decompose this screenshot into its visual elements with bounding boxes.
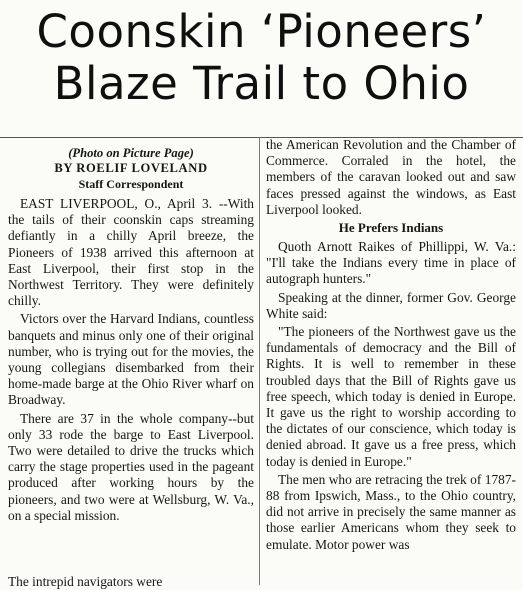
paragraph: the American Revolution and the Chamber of Commerce. Corraled in the hotel, the members of the caravan looked out and saw faces pressed against the windows, as East Liverpool looked. — [266, 137, 516, 217]
paragraph: "The pioneers of the Northwest gave us the fundamentals of democracy and the Bill of Rights. It is well to remember in these troubled days that the Bill of Rights gave us free speech, which today is denied in Europe. It gave us the right to worship according to the dictates of our conscience, which today is denied abroad. It gave us a free press, which today is denied in Europe." — [266, 324, 516, 469]
headline-line-2: Blaze Trail to Ohio — [53, 57, 470, 110]
paragraph: The men who are retracing the trek of 1787-88 from Ipswich, Mass., to the Ohio country, did not arrive in precisely the same manner as those earlier Americans whom they seek to emulate. Motor power was — [266, 471, 516, 552]
paragraph: Speaking at the dinner, former Gov. George White said: — [266, 289, 516, 321]
paragraph: Victors over the Harvard Indians, countless banquets and minus only one of their original number, who is trying out for the movies, the young collegians disembarked from their home-made barge at the Ohio River wharf on Broadway. — [8, 311, 254, 408]
paragraph: Quoth Arnott Raikes of Phillippi, W. Va.: "I'll take the Indians every time in place of autograph hunters." — [266, 239, 516, 287]
left-column — [8, 140, 254, 585]
author-title: Staff Correspondent — [78, 177, 184, 191]
column-divider — [259, 137, 260, 585]
cutoff-line: The intrepid navigators were — [8, 574, 163, 589]
paragraph: EAST LIVERPOOL, O., April 3. --With the tails of their coonskin caps streaming defiantly in a chilly April breeze, the Pioneers of 1938 arrived this afternoon at East Liverpool, their first stop in the Northwest Territory. They were definitely chilly. — [8, 196, 254, 309]
subhead: He Prefers Indians — [338, 220, 444, 236]
headline-line-1: Coonskin ‘Pioneers’ — [36, 5, 487, 58]
byline — [8, 146, 254, 192]
article-headline — [0, 6, 523, 110]
author-name: BY ROELIF LOVELAND — [54, 161, 208, 175]
right-column — [266, 137, 516, 585]
photo-note: (Photo on Picture Page) — [68, 146, 194, 160]
paragraph: There are 37 in the whole company--but only 33 rode the barge to East Liverpool. Two were detailed to drive the trucks which carry the stage properties used in the pageant produced after working hours by the pioneers, and two were at Wellsburg, W. Va., on a special mission. — [8, 410, 254, 523]
